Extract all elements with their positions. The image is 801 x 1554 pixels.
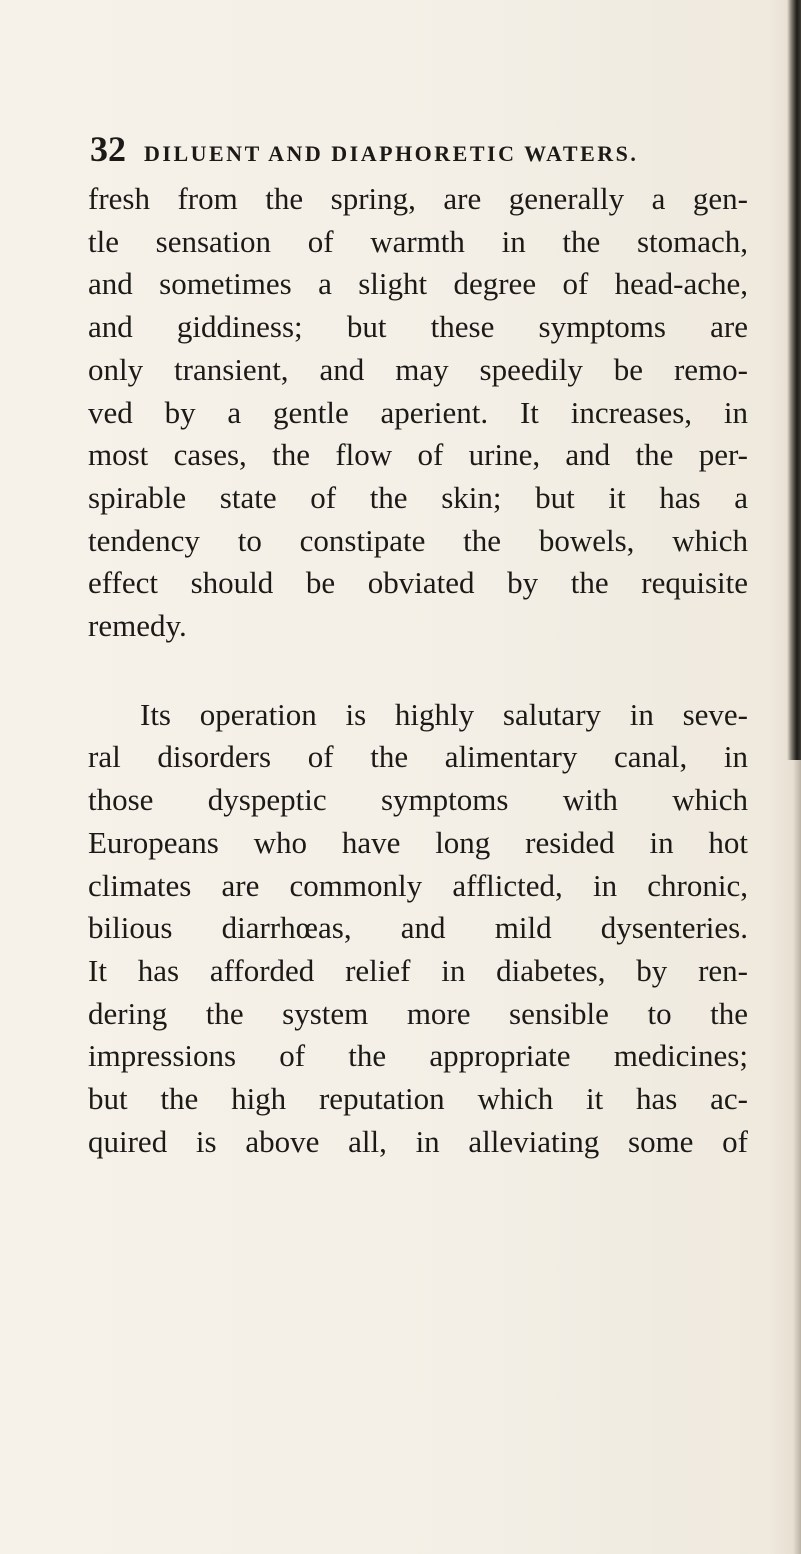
text-line: spirable state of the skin; but it has a — [88, 479, 748, 515]
page-edge-shadow — [793, 760, 801, 1554]
text-line: fresh from the spring, are generally a gen- — [88, 181, 748, 216]
body-text — [88, 178, 748, 1163]
text-line: ved by a gentle aperient. It increases, in — [88, 394, 748, 430]
text-line: ral disorders of the alimentary canal, in — [88, 739, 748, 775]
text-line: but the high reputation which it has ac- — [88, 1081, 748, 1117]
text-line: dering the system more sensible to the — [88, 995, 748, 1031]
text-line: Europeans who have long resided in hot — [88, 824, 748, 860]
text-line: and sometimes a slight degree of head-ache, — [88, 266, 748, 302]
page-binding-shadow — [787, 0, 801, 760]
text-line: It has afforded relief in diabetes, by ren- — [88, 952, 748, 988]
text-line: quired is above all, in alleviating some of — [88, 1123, 748, 1159]
text-line: bilious diarrhœas, and mild dysenteries. — [88, 910, 748, 946]
running-title: DILUENT AND DIAPHORETIC WATERS. — [144, 141, 639, 166]
text-line: Its operation is highly salutary in seve- — [140, 696, 748, 732]
paragraph-spacer — [88, 648, 748, 694]
text-line: tle sensation of warmth in the stomach, — [88, 223, 748, 259]
text-line: only transient, and may speedily be remo- — [88, 351, 748, 387]
text-line: and giddiness; but these symptoms are — [88, 309, 748, 345]
page-number: 32 — [90, 129, 126, 169]
text-line: impressions of the appropriate medicines; — [88, 1038, 748, 1074]
text-line: effect should be obviated by the requisite — [88, 565, 748, 601]
text-line: tendency to constipate the bowels, which — [88, 522, 748, 558]
text-line: climates are commonly afflicted, in chronic, — [88, 867, 748, 903]
paragraph-1 — [88, 178, 748, 648]
text-line: those dyspeptic symptoms with which — [88, 782, 748, 818]
running-head — [90, 128, 780, 170]
paragraph-2 — [88, 694, 748, 1164]
text-line: remedy. — [88, 608, 187, 644]
text-line: most cases, the flow of urine, and the per- — [88, 437, 748, 473]
